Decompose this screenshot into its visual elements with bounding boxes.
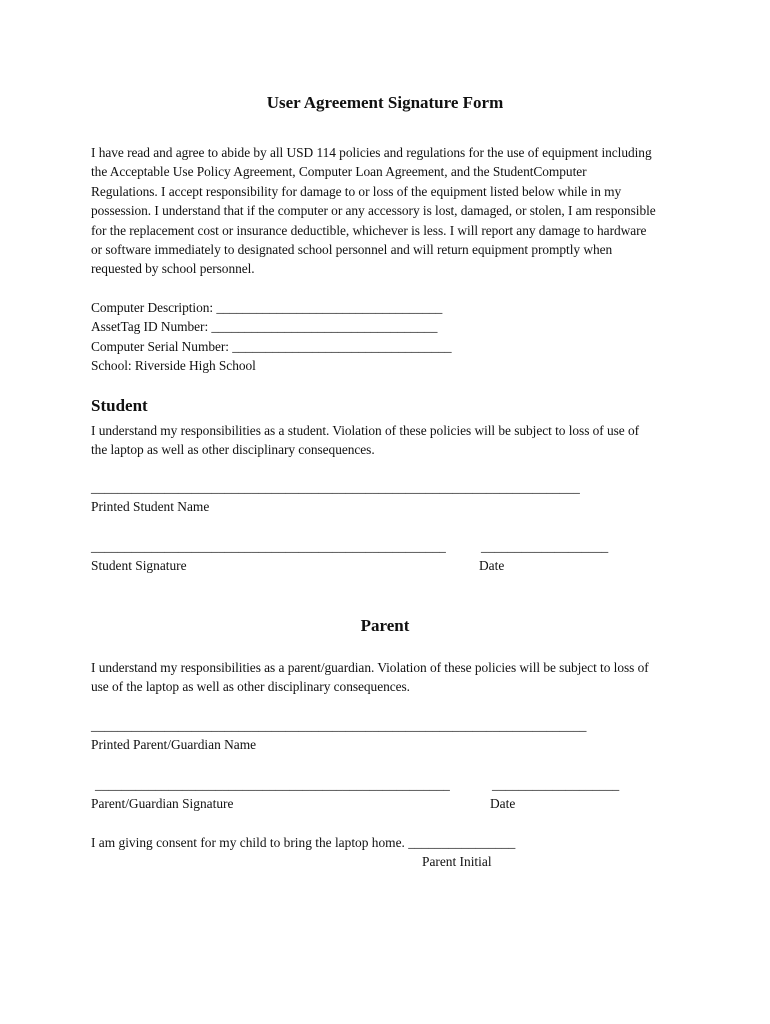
- computer-description-field[interactable]: Computer Description: __________________________________: [91, 300, 443, 315]
- parent-text-line: use of the laptop as well as other disciplinary consequences.: [91, 679, 410, 695]
- intro-line: or software immediately to designated school personnel and will return equipment promptly when: [91, 242, 613, 258]
- parent-initial-label: Parent Initial: [422, 854, 492, 869]
- page-title: User Agreement Signature Form: [266, 93, 504, 112]
- intro-line: for the replacement cost or insurance deductible, whichever is less. I will report any damage to hardware: [91, 222, 647, 238]
- parent-signature-line[interactable]: _____________________________________________________: [95, 777, 450, 792]
- parent-paragraph: [91, 658, 691, 697]
- intro-line: the Acceptable Use Policy Agreement, Computer Loan Agreement, and the StudentComputer: [91, 164, 587, 180]
- student-signature-line[interactable]: _____________________________________________________: [91, 539, 446, 554]
- student-name-line[interactable]: _________________________________________________________________________: [91, 480, 580, 495]
- intro-line: possession. I understand that if the computer or any accessory is lost, damaged, or stolen, I am responsible: [91, 203, 656, 219]
- intro-line: requested by school personnel.: [91, 261, 255, 277]
- student-heading: Student: [91, 396, 148, 415]
- parent-heading: Parent: [360, 616, 410, 635]
- serial-number-field[interactable]: Computer Serial Number: _________________________________: [91, 338, 452, 354]
- parent-text-line: I understand my responsibilities as a parent/guardian. Violation of these policies will be subject to loss of: [91, 660, 649, 675]
- student-date-label: Date: [479, 558, 505, 573]
- intro-line: I have read and agree to abide by all USD 114 policies and regulations for the use of equipment including: [91, 145, 652, 160]
- parent-date-label: Date: [490, 796, 516, 811]
- intro-paragraph: [91, 143, 691, 279]
- intro-line: Regulations. I accept responsibility for damage to or loss of the equipment listed below while in my: [91, 183, 622, 199]
- student-text-line: I understand my responsibilities as a student. Violation of these policies will be subject to loss of use of: [91, 423, 640, 438]
- parent-signature-label: Parent/Guardian Signature: [91, 796, 234, 811]
- student-date-line[interactable]: ___________________: [481, 539, 609, 554]
- printed-parent-name-label: Printed Parent/Guardian Name: [91, 737, 257, 752]
- student-text-line: the laptop as well as other disciplinary consequences.: [91, 442, 375, 458]
- equipment-fields: [91, 298, 691, 376]
- printed-student-name-label: Printed Student Name: [91, 499, 210, 514]
- asset-tag-field[interactable]: AssetTag ID Number: __________________________________: [91, 319, 438, 335]
- consent-statement[interactable]: I am giving consent for my child to bring the laptop home. ________________: [91, 835, 516, 850]
- school-field: School: Riverside High School: [91, 358, 256, 374]
- student-signature-label: Student Signature: [91, 558, 187, 573]
- student-paragraph: [91, 421, 691, 460]
- parent-date-line[interactable]: ___________________: [492, 777, 620, 792]
- parent-name-line[interactable]: __________________________________________________________________________: [91, 718, 587, 733]
